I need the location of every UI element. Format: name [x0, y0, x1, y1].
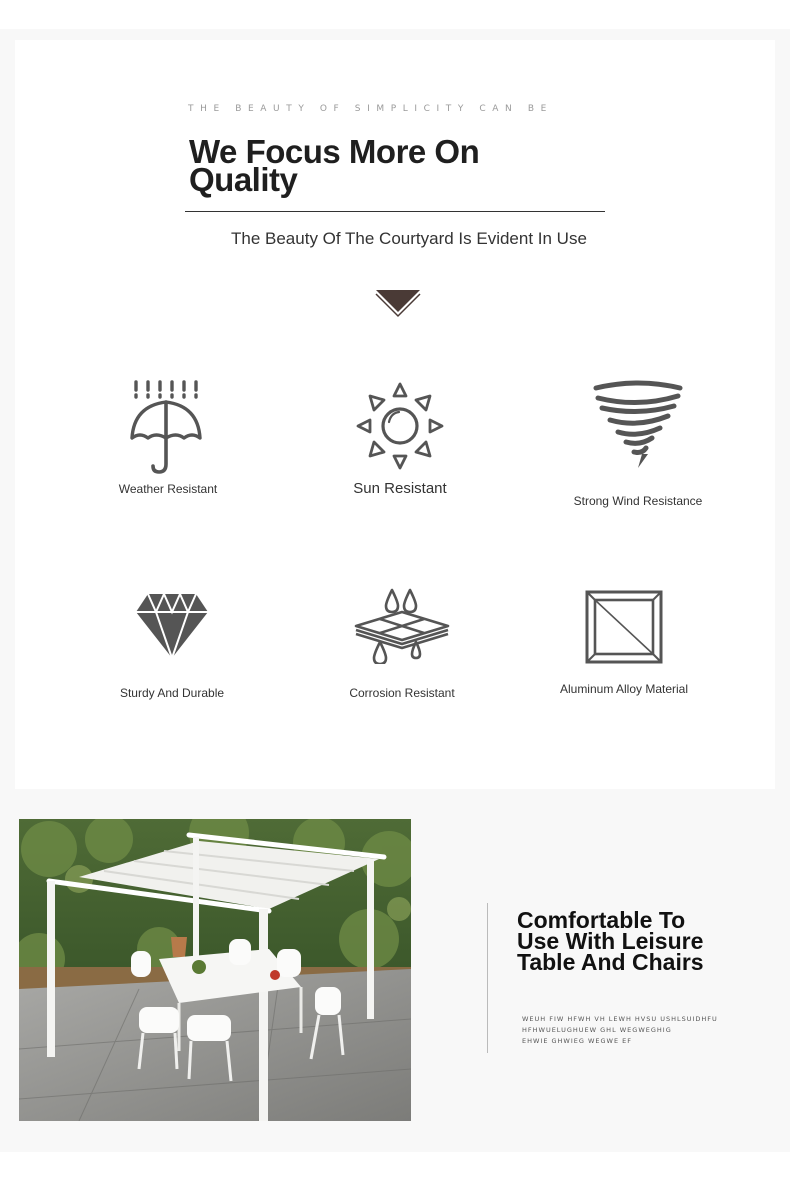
- chevron-down-icon: [374, 288, 422, 318]
- tornado-icon: [592, 380, 684, 472]
- divider-rule: [185, 211, 605, 212]
- headline: [189, 133, 589, 198]
- showcase-title-line-1: Comfortable To: [517, 907, 686, 933]
- feature-strong-wind-resistance: [538, 380, 738, 508]
- tagline: THE BEAUTY OF SIMPLICITY CAN BE: [188, 104, 553, 114]
- water-drops-layers-icon: [352, 588, 452, 664]
- feature-label-sun-resistant: Sun Resistant: [353, 480, 447, 497]
- feature-label-sturdy-and-durable: Sturdy And Durable: [119, 686, 225, 700]
- feature-label-weather-resistant: Weather Resistant: [118, 482, 218, 496]
- showcase-title: [517, 907, 767, 975]
- feature-corrosion-resistant: [302, 588, 502, 700]
- showcase-body: [522, 1014, 752, 1047]
- showcase-title-line-3: Table And Chairs: [517, 949, 704, 975]
- showcase-body-line-3: EHWIE GHWIEG WEGWE EF: [522, 1037, 633, 1045]
- umbrella-rain-icon: [128, 378, 208, 474]
- feature-weather-resistant: [68, 378, 268, 496]
- diamond-icon: [134, 592, 210, 660]
- showcase-body-line-1: WEUH FIW HFWH VH LEWH HVSU USHLSUIDHFU: [522, 1015, 718, 1023]
- feature-label-corrosion-resistant: Corrosion Resistant: [349, 686, 455, 700]
- pergola-photo: [19, 819, 411, 1121]
- sun-icon: [356, 382, 444, 470]
- subheadline: The Beauty Of The Courtyard Is Evident In Use: [231, 229, 587, 248]
- showcase-body-line-2: HFHWUELUGHUEW GHL WEGWEGHIG: [522, 1026, 672, 1034]
- showcase-title-line-2: Use With Leisure: [517, 928, 704, 954]
- feature-aluminum-alloy-material: [524, 590, 724, 696]
- feature-sun-resistant: [300, 382, 500, 497]
- vertical-divider: [487, 903, 488, 1053]
- aluminum-profile-icon: [585, 590, 663, 664]
- headline-line-2: Quality: [189, 161, 298, 198]
- feature-label-strong-wind-resistance: Strong Wind Resistance: [573, 494, 703, 508]
- feature-label-aluminum-alloy-material: Aluminum Alloy Material: [559, 682, 689, 696]
- headline-line-1: We Focus More On: [189, 133, 480, 170]
- feature-sturdy-and-durable: [72, 592, 272, 700]
